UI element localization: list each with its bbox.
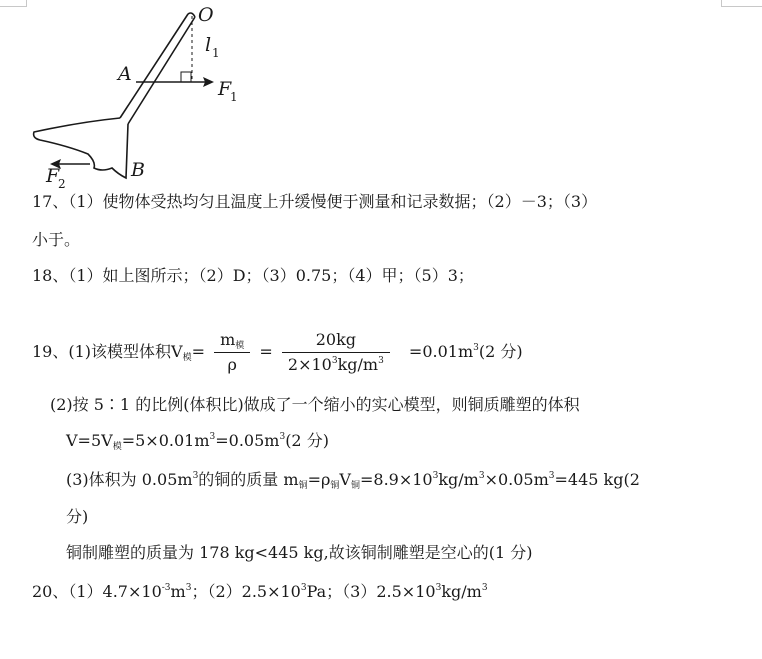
- q19-p2-score: (2 分): [285, 431, 329, 450]
- answer-20: [32, 582, 488, 602]
- q19-p3-b: 的铜的质量 m: [198, 470, 299, 489]
- label-f2: F: [46, 165, 60, 187]
- q20-c: ；（2）2.5×10: [191, 582, 301, 601]
- label-f1-sub: 1: [230, 90, 238, 104]
- answer-19-part3-line2: 分): [66, 507, 89, 526]
- lever-diagram: [28, 4, 258, 190]
- q20-d: Pa；（3）2.5×10: [306, 582, 436, 601]
- label-f2-sub: 2: [58, 177, 66, 190]
- right-angle-mark: [181, 72, 191, 82]
- q19-p3-sub3: 铜: [350, 481, 360, 491]
- q19-p2-c: =0.05m: [215, 431, 280, 450]
- q19-p3-h: =445 kg(2: [554, 470, 640, 489]
- q19-p3-e: =8.9×10: [359, 470, 433, 489]
- q19-p1-eq2: =: [259, 342, 273, 361]
- q19-p1-result-sup: 3: [473, 343, 479, 353]
- answer-19-part2-line2: [66, 431, 329, 451]
- q20-a: 20、（1）4.7×10: [32, 582, 162, 601]
- q20-e: kg/m: [441, 582, 482, 601]
- q19-p3-sub1: 铜: [298, 481, 308, 491]
- answer-17-line2: 小于。: [32, 230, 81, 249]
- q19-p3-a: (3)体积为 0.05m: [66, 470, 193, 489]
- q19-p3-f: kg/m: [438, 470, 479, 489]
- label-a: A: [118, 63, 132, 85]
- q19-p1-eq: =: [191, 342, 206, 361]
- answer-18: 18、（1）如上图所示；（2）D；（3）0.75；（4）甲；（5）3；: [32, 266, 474, 285]
- page-corner-mark-left: [0, 0, 27, 7]
- page-corner-mark-right: [721, 0, 762, 7]
- frac2-num: 20kg: [282, 331, 390, 353]
- q19-p1-sub: 模: [182, 353, 192, 363]
- q20-sup3: 3: [300, 583, 307, 593]
- q19-p2-sup: 3: [209, 432, 216, 442]
- q20-sup1: -3: [161, 583, 171, 593]
- fraction-m-over-rho: [214, 331, 250, 374]
- answer-19-part3-line1: [66, 470, 640, 490]
- label-o: O: [198, 4, 214, 26]
- label-l1: l: [205, 34, 212, 56]
- q19-p2-sub: 模: [112, 442, 122, 452]
- frac1-num-sub: 模: [235, 341, 245, 351]
- frac1-den: ρ: [227, 355, 237, 374]
- q19-p3-sup4: 3: [548, 471, 555, 481]
- frac2-den-a: 2×10: [287, 355, 332, 374]
- q19-p2-a: V=5V: [66, 431, 113, 450]
- q20-sup2: 3: [185, 583, 192, 593]
- q19-p3-c: =ρ: [307, 470, 331, 489]
- answer-19-part2-line1: (2)按 5∶1 的比例(体积比)做成了一个缩小的实心模型，则铜质雕塑的体积: [50, 395, 580, 414]
- q19-p1-result: =0.01m: [408, 342, 474, 361]
- q19-p3-d: V: [339, 470, 351, 489]
- q19-p3-sup3: 3: [478, 471, 485, 481]
- q20-sup4: 3: [435, 583, 442, 593]
- answer-17-line1: 17、（1）使物体受热均匀且温度上升缓慢便于测量和记录数据；（2）－3；（3）: [32, 192, 598, 211]
- answer-19-part1: [32, 326, 523, 378]
- label-b: B: [131, 159, 145, 181]
- q19-p2-b: =5×0.01m: [121, 431, 210, 450]
- q19-p3-sub2: 铜: [330, 481, 340, 491]
- q19-p3-sup1: 3: [192, 471, 199, 481]
- q19-p1-prefix: 19、(1)该模型体积V: [32, 342, 183, 361]
- fraction-mass-over-density: [282, 331, 390, 374]
- label-l1-sub: 1: [212, 46, 220, 60]
- frac2-den-sup: 3: [331, 356, 338, 366]
- q19-p3-sup2: 3: [432, 471, 439, 481]
- q19-p1-score: (2 分): [478, 342, 523, 361]
- q20-b: m: [170, 582, 186, 601]
- frac2-den-b: kg/m: [337, 355, 379, 374]
- frac2-den-sup2: 3: [378, 356, 384, 366]
- answer-19-part4: 铜制雕塑的质量为 178 kg<445 kg,故该铜制雕塑是空心的(1 分): [66, 543, 533, 562]
- label-f1: F: [218, 78, 232, 100]
- q20-sup5: 3: [481, 583, 488, 593]
- q19-p3-g: ×0.05m: [484, 470, 549, 489]
- q19-p2-sup2: 3: [279, 432, 286, 442]
- frac1-num: m: [220, 330, 236, 349]
